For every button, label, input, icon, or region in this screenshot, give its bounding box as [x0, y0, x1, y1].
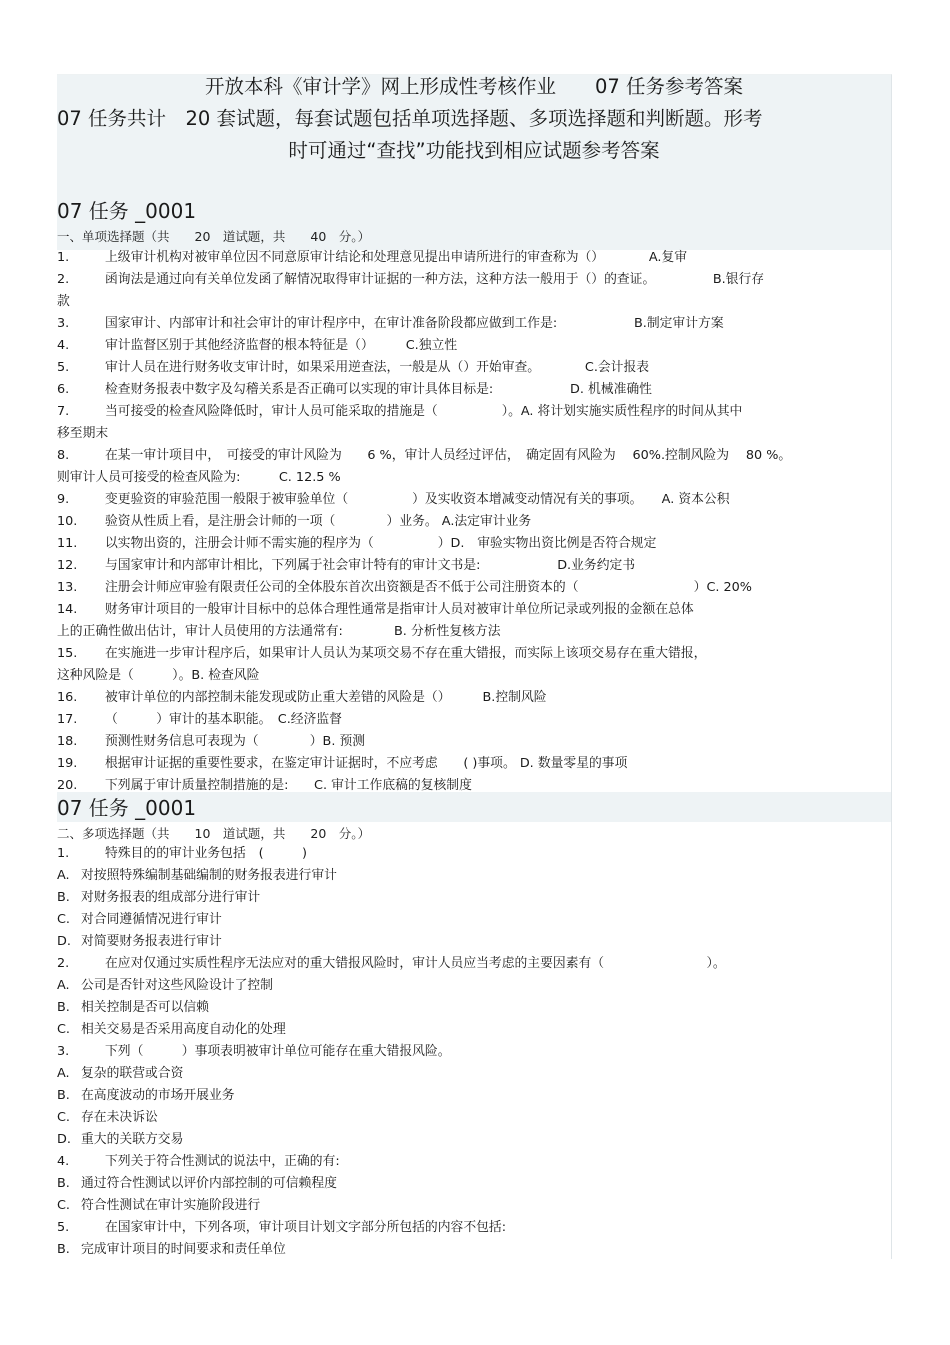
question-number: 3.: [57, 1044, 70, 1059]
question-text: 变更验资的审验范围一般限于被审验单位（ ）及实收资本增减变动情况有关的事项。 A. 资本公积: [105, 492, 730, 507]
question-number: 2.: [57, 272, 70, 287]
option-text: 存在未决诉讼: [81, 1110, 158, 1125]
question-number: 4.: [57, 338, 70, 353]
option-label: C.: [57, 1198, 71, 1213]
option-label: D.: [57, 1132, 71, 1147]
question-text: 则审计人员可接受的检查风险为: C. 12.5 %: [57, 470, 341, 485]
option-label: B.: [57, 1242, 70, 1257]
question-text: 上的正确性做出估计，审计人员使用的方法通常有: B. 分析性复核方法: [57, 624, 501, 639]
question-number: 2.: [57, 956, 70, 971]
multi-choice-question: [57, 1219, 891, 1236]
single-choice-question: [57, 733, 891, 750]
question-text: 与国家审计和内部审计相比，下列属于社会审计特有的审计文书是: D.业务约定书: [105, 558, 636, 573]
question-number: 11.: [57, 536, 78, 551]
single-choice-question: [57, 711, 891, 728]
multi-choice-question: [57, 1043, 891, 1060]
option-label: C.: [57, 1022, 71, 1037]
question-number: 1.: [57, 250, 70, 265]
question-number: 19.: [57, 756, 78, 771]
answer-option: [57, 1197, 260, 1214]
option-text: 公司是否针对这些风险设计了控制: [81, 978, 273, 993]
question-text: 移至期末: [57, 426, 109, 441]
multi-choice-question: [57, 1153, 891, 1170]
single-choice-question-continuation: [57, 469, 891, 486]
section1-heading: 07 任务 _0001: [57, 199, 197, 223]
answer-option: [57, 1131, 183, 1148]
question-text: 下列属于审计质量控制措施的是: C. 审计工作底稿的复核制度: [105, 778, 472, 793]
option-text: 符合性测试在审计实施阶段进行: [81, 1198, 261, 1213]
question-number: 4.: [57, 1154, 70, 1169]
question-number: 14.: [57, 602, 78, 617]
section2-heading: 07 任务 _0001: [57, 796, 197, 820]
question-text: 被审计单位的内部控制未能发现或防止重大差错的风险是（） B.控制风险: [105, 690, 547, 705]
document-intro-line-1: 07 任务共计 20 套试题，每套试题包括单项选择题、多项选择题和判断题。形考: [57, 107, 763, 130]
question-text: 注册会计师应审验有限责任公司的全体股东首次出资额是否不低于公司注册资本的（ ）C. 20%: [105, 580, 752, 595]
single-choice-question: [57, 645, 891, 662]
answer-option: [57, 1109, 158, 1126]
answer-option: [57, 1175, 337, 1192]
question-number: 6.: [57, 382, 70, 397]
answer-option: [57, 911, 222, 928]
question-number: 15.: [57, 646, 78, 661]
option-text: 对财务报表的组成部分进行审计: [81, 890, 261, 905]
option-text: 对简要财务报表进行审计: [81, 934, 222, 949]
question-number: 12.: [57, 558, 78, 573]
option-label: D.: [57, 934, 71, 949]
question-text: 特殊目的的审计业务包括 ( ): [105, 846, 307, 861]
question-number: 3.: [57, 316, 70, 331]
option-text: 通过符合性测试以评价内部控制的可信赖程度: [81, 1176, 337, 1191]
answer-option: [57, 933, 222, 950]
question-number: 16.: [57, 690, 78, 705]
single-choice-question: [57, 579, 891, 596]
single-choice-question: [57, 337, 891, 354]
single-choice-question: [57, 513, 891, 530]
question-number: 9.: [57, 492, 70, 507]
option-text: 对按照特殊编制基础编制的财务报表进行审计: [81, 868, 337, 883]
question-number: 5.: [57, 1220, 70, 1235]
question-text: （ ）审计的基本职能。 C.经济监督: [105, 712, 342, 727]
question-text: 以实物出资的，注册会计师不需实施的程序为（ ）D. 审验实物出资比例是否符合规定: [105, 536, 657, 551]
single-choice-question: [57, 403, 891, 420]
single-choice-question-continuation: [57, 667, 891, 684]
answer-option: [57, 1065, 183, 1082]
option-text: 完成审计项目的时间要求和责任单位: [81, 1242, 286, 1257]
question-text: 国家审计、内部审计和社会审计的审计程序中，在审计准备阶段都应做到工作是: B.制定审计方案: [105, 316, 724, 331]
single-choice-question: [57, 557, 891, 574]
option-text: 复杂的联营或合资: [81, 1066, 184, 1081]
single-choice-question: [57, 689, 891, 706]
question-text: 在某一审计项目中， 可接受的审计风险为 6 %，审计人员经过评估， 确定固有风险为 60%.控制风险为 80 %。: [105, 448, 792, 463]
document-title: 开放本科《审计学》网上形成性考核作业 07 任务参考答案: [204, 75, 743, 98]
single-choice-question: [57, 249, 891, 266]
option-text: 在高度波动的市场开展业务: [81, 1088, 235, 1103]
answer-option: [57, 1087, 235, 1104]
option-label: A.: [57, 978, 70, 993]
single-choice-question: [57, 491, 891, 508]
document-intro-line-2: 时可通过“查找”功能找到相应试题参考答案: [288, 139, 660, 162]
option-label: B.: [57, 1088, 70, 1103]
question-text: 函询法是通过向有关单位发函了解情况取得审计证据的一种方法，这种方法一般用于（）的查证。 B.银行存: [105, 272, 765, 287]
multi-choice-question: [57, 955, 891, 972]
single-choice-question-continuation: [57, 623, 891, 640]
single-choice-question: [57, 755, 891, 772]
single-choice-question: [57, 315, 891, 332]
question-number: 5.: [57, 360, 70, 375]
question-text: 审计人员在进行财务收支审计时，如果采用逆查法，一般是从（）开始审查。 C.会计报表: [105, 360, 650, 375]
option-text: 对合同遵循情况进行审计: [81, 912, 222, 927]
section2-subtitle: 二、多项选择题（共 10 道试题，共 20 分。）: [57, 826, 371, 841]
answer-option: [57, 999, 209, 1016]
question-text: 在国家审计中，下列各项，审计项目计划文字部分所包括的内容不包括:: [105, 1220, 507, 1235]
single-choice-question: [57, 271, 891, 288]
question-text: 上级审计机构对被审单位因不同意原审计结论和处理意见提出申请所进行的审查称为（） A.复审: [105, 250, 688, 265]
option-label: A.: [57, 868, 70, 883]
question-text: 根据审计证据的重要性要求，在鉴定审计证据时，不应考虑 ( )事项。 D. 数量零星的事项: [105, 756, 628, 771]
question-number: 13.: [57, 580, 78, 595]
question-number: 18.: [57, 734, 78, 749]
single-choice-question-continuation: [57, 293, 891, 310]
section1-subtitle: 一、单项选择题（共 20 道试题，共 40 分。）: [57, 229, 371, 244]
question-number: 7.: [57, 404, 70, 419]
question-text: 下列关于符合性测试的说法中，正确的有:: [105, 1154, 340, 1169]
question-number: 8.: [57, 448, 70, 463]
question-text: 款: [57, 294, 70, 309]
question-text: 检查财务报表中数字及勾稽关系是否正确可以实现的审计具体目标是: D. 机械准确性: [105, 382, 652, 397]
single-choice-question: [57, 535, 891, 552]
question-text: 在实施进一步审计程序后，如果审计人员认为某项交易不存在重大错报，而实际上该项交易存在重大错报，: [105, 646, 707, 661]
question-number: 17.: [57, 712, 78, 727]
question-text: 当可接受的检查风险降低时，审计人员可能采取的措施是（ ）。A. 将计划实施实质性程序的时间从其中: [105, 404, 743, 419]
question-text: 审计监督区别于其他经济监督的根本特征是（） C.独立性: [105, 338, 458, 353]
question-text: 这种风险是（ ）。B. 检查风险: [57, 668, 260, 683]
option-text: 相关交易是否采用高度自动化的处理: [81, 1022, 286, 1037]
single-choice-question: [57, 601, 891, 618]
question-number: 20.: [57, 778, 78, 793]
question-text: 预测性财务信息可表现为（ ）B. 预测: [105, 734, 366, 749]
option-text: 相关控制是否可以信赖: [81, 1000, 209, 1015]
option-label: A.: [57, 1066, 70, 1081]
question-text: 在应对仅通过实质性程序无法应对的重大错报风险时，审计人员应当考虑的主要因素有（ ）。: [105, 956, 726, 971]
answer-option: [57, 1241, 286, 1258]
question-number: 10.: [57, 514, 78, 529]
option-label: C.: [57, 1110, 71, 1125]
single-choice-question-continuation: [57, 425, 891, 442]
answer-option: [57, 977, 273, 994]
question-number: 1.: [57, 846, 70, 861]
question-text: 财务审计项目的一般审计目标中的总体合理性通常是指审计人员对被审计单位所记录或列报的金额在总体: [105, 602, 694, 617]
single-choice-question: [57, 447, 891, 464]
option-text: 重大的关联方交易: [81, 1132, 184, 1147]
question-text: 下列（ ）事项表明被审计单位可能存在重大错报风险。: [105, 1044, 451, 1059]
single-choice-question: [57, 381, 891, 398]
single-choice-question: [57, 359, 891, 376]
option-label: C.: [57, 912, 71, 927]
answer-option: [57, 867, 337, 884]
option-label: B.: [57, 1176, 70, 1191]
answer-option: [57, 889, 260, 906]
multi-choice-question: [57, 845, 891, 862]
single-choice-question: [57, 777, 891, 794]
question-text: 验资从性质上看，是注册会计师的一项（ ）业务。 A.法定审计业务: [105, 514, 532, 529]
answer-option: [57, 1021, 286, 1038]
option-label: B.: [57, 1000, 70, 1015]
option-label: B.: [57, 890, 70, 905]
